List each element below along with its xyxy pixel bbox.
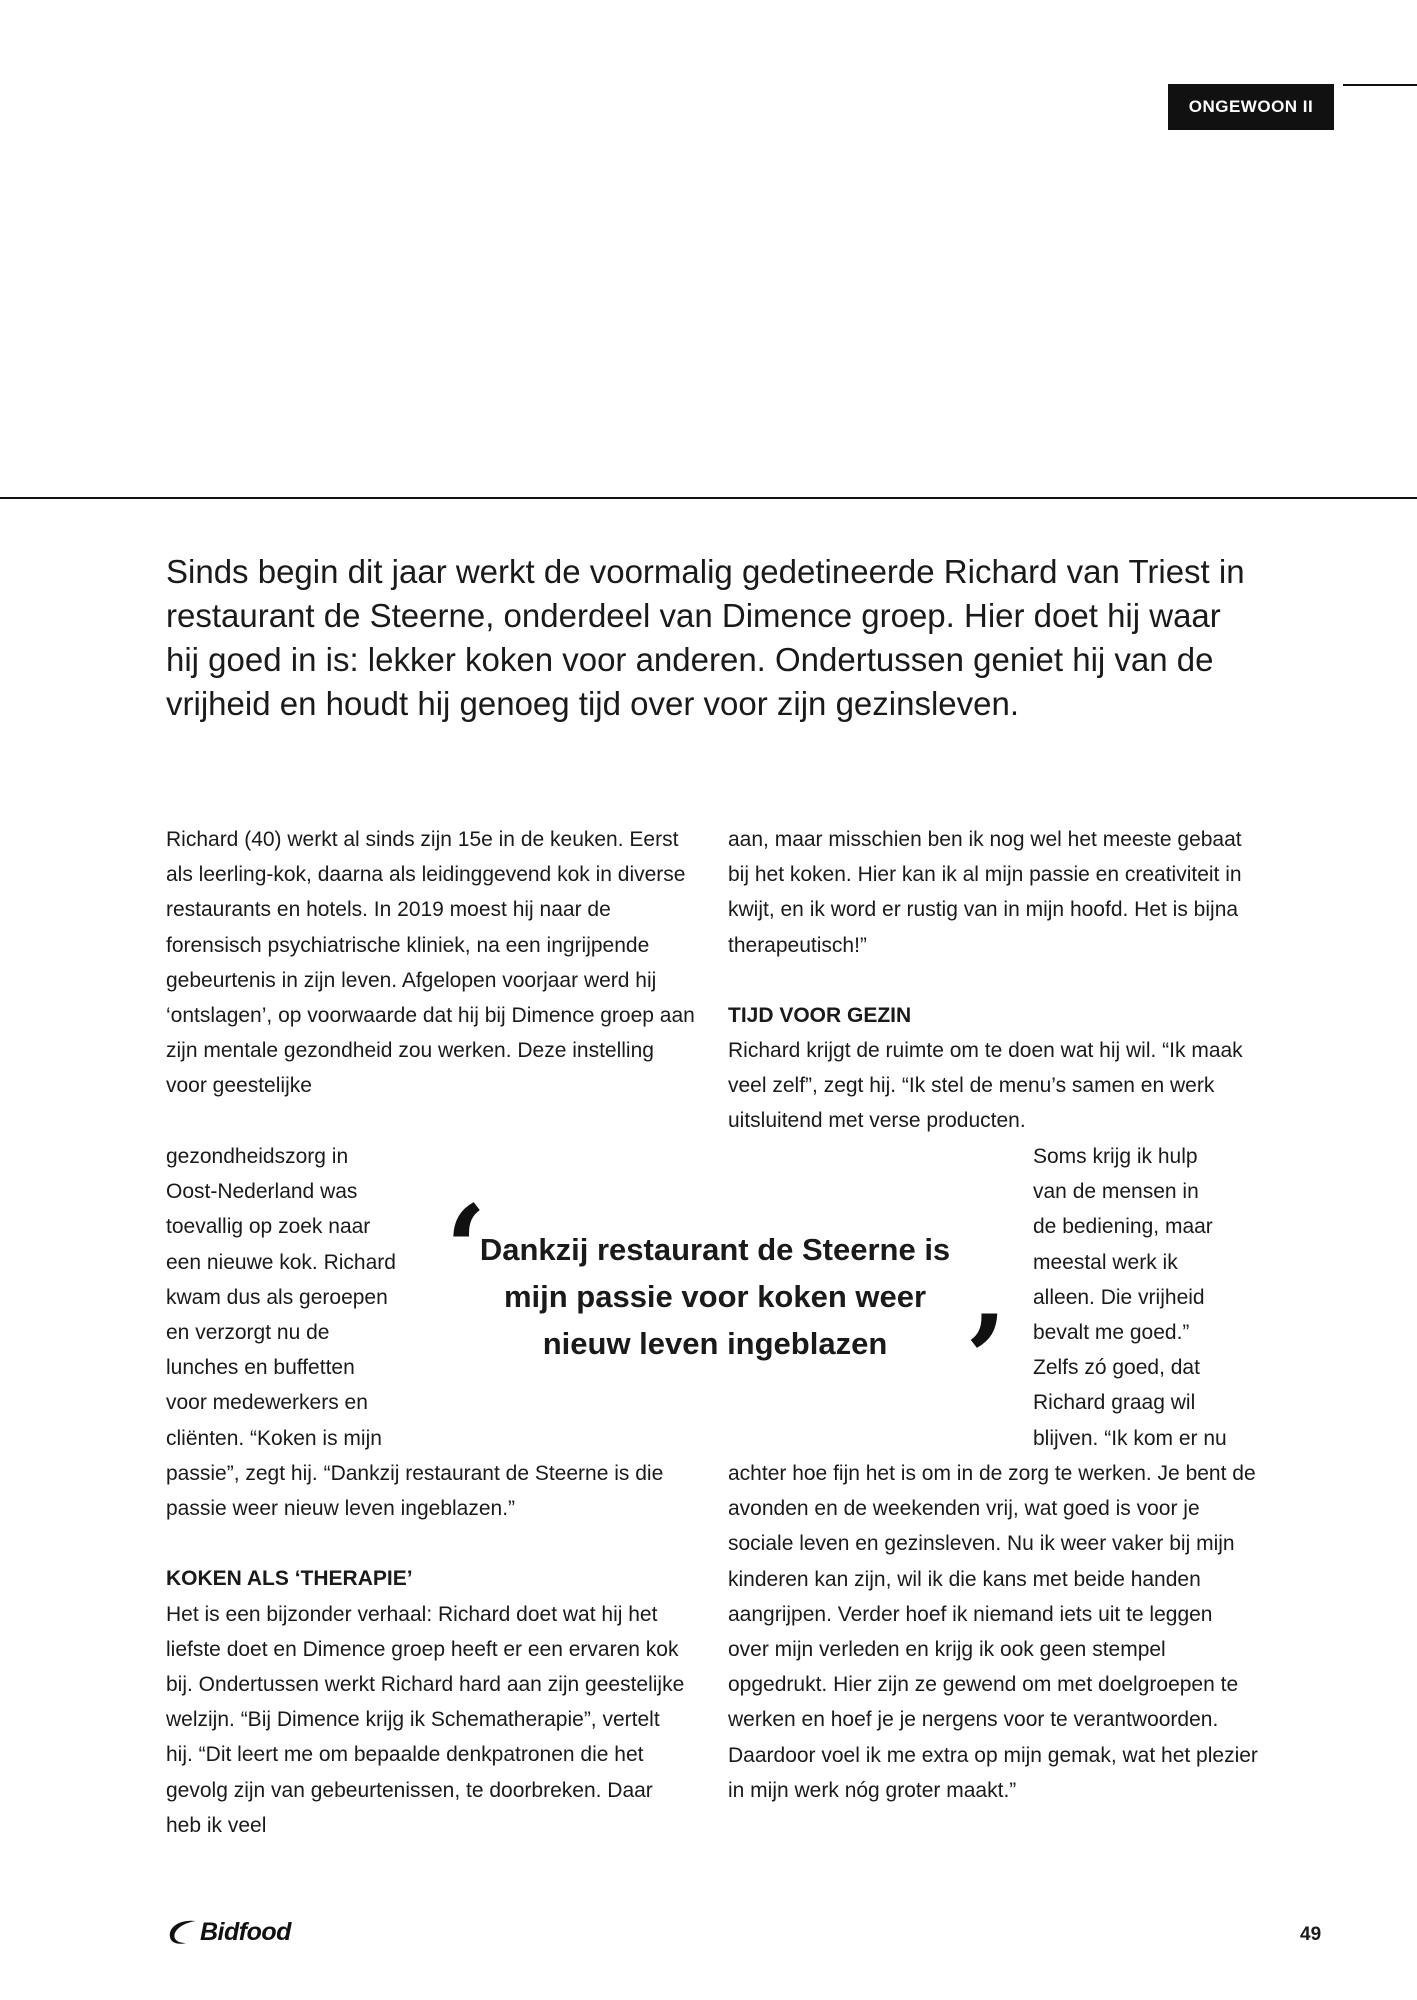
col2-wrap-line: alleen. Die vrijheid bbox=[1033, 1285, 1205, 1309]
bidfood-swoosh-icon bbox=[166, 1917, 200, 1947]
col1-lower bbox=[166, 1456, 691, 1843]
col2-paragraph-2-top: Richard krijgt de ruimte om te doen wat hij wil. “Ik maak veel zelf”, zegt hij. “Ik stel de menu’s samen en werk uitsluitend met verse producten. bbox=[728, 1039, 1243, 1133]
article-column-right bbox=[728, 822, 1258, 1139]
col1-paragraph-2: Het is een bijzonder verhaal: Richard doet wat hij het liefste doet en Dimence groep heeft er een ervaren kok bij. Ondertussen werkt Richard hard aan zijn geestelijke welzijn. “Bij Dimence krijg ik Schematherapie”, vertelt hij. “Dit leert me om bepaalde denkpatronen die het gevolg zijn van gebeurtenissen, te doorbreken. Daar heb ik veel bbox=[166, 1602, 685, 1837]
col1-wrap-line: kwam dus als geroepen bbox=[166, 1285, 388, 1309]
subheading-tijd-voor-gezin: TIJD VOOR GEZIN bbox=[728, 1003, 912, 1027]
col2-wrap-line: Zelfs zó goed, dat bbox=[1033, 1356, 1200, 1380]
col1-paragraph-1-bottom: passie”, zegt hij. “Dankzij restaurant de Steerne is die passie weer nieuw leven ingeblazen.” bbox=[166, 1462, 664, 1521]
col1-wrap-line: Oost-Nederland was bbox=[166, 1180, 358, 1204]
col2-wrap-line: bevalt me goed.” bbox=[1033, 1321, 1190, 1345]
section-tag: ONGEWOON II bbox=[1168, 84, 1334, 130]
col1-wrap-line: cliënten. “Koken is mijn bbox=[166, 1426, 382, 1450]
col2-wrap-line: Soms krijg ik hulp bbox=[1033, 1145, 1198, 1168]
col2-lower bbox=[728, 1456, 1258, 1808]
col2-wrap-line: meestal werk ik bbox=[1033, 1250, 1178, 1274]
subheading-koken-als-therapie: KOKEN ALS ‘THERAPIE’ bbox=[166, 1567, 413, 1591]
col1-wrap-line: toevallig op zoek naar bbox=[166, 1215, 371, 1239]
close-quote-mark: ’ bbox=[965, 1289, 1007, 1430]
top-rule bbox=[1343, 84, 1417, 86]
pull-quote-text: Dankzij restaurant de Steerne is mijn passie voor koken weer nieuw leven ingeblazen bbox=[479, 1232, 951, 1361]
col2-wrap-line: Richard graag wil bbox=[1033, 1391, 1196, 1415]
col1-wrap-around-quote bbox=[166, 1139, 456, 1456]
logo-wordmark: Bidfood bbox=[200, 1917, 291, 1946]
page-number: 49 bbox=[1300, 1924, 1322, 1945]
open-quote-mark: ‘ bbox=[445, 1179, 487, 1320]
col1-wrap-line: en verzorgt nu de bbox=[166, 1321, 330, 1345]
col2-wrap-line: blijven. “Ik kom er nu bbox=[1033, 1426, 1227, 1450]
col2-paragraph-2-bottom: achter hoe fijn het is om in de zorg te werken. Je bent de avonden en de weekenden vrij, wat goed is voor je sociale leven en gezinsleven. Nu ik weer vaker bij mijn kinderen kan zijn, wil ik die kans met beide handen aangrijpen. Verder hoef ik niemand iets uit te leggen over mijn verleden en krijg ik ook geen stempel opgedrukt. Hier zijn ze gewend om met doelgroepen te werken en hoef je je nergens voor te verantwoorden. Daardoor voel ik me extra op mijn gemak, wat het plezier in mijn werk nóg groter maakt.” bbox=[728, 1462, 1258, 1802]
pull-quote bbox=[445, 1179, 1007, 1430]
bidfood-logo bbox=[166, 1916, 291, 1948]
col1-wrap-line: lunches en buffetten bbox=[166, 1356, 355, 1380]
intro-paragraph: Sinds begin dit jaar werkt de voormalig gedetineerde Richard van Triest in restaurant de Steerne, onderdeel van Dimence groep. Hier doet hij waar hij goed in is: lekker koken voor anderen. Ondertussen geniet hij van de vrijheid en houdt hij genoeg tijd over voor zijn gezinsleven. bbox=[166, 553, 1245, 722]
col1-wrap-line: een nieuwe kok. Richard bbox=[166, 1250, 396, 1274]
col2-wrap-line: van de mensen in bbox=[1033, 1180, 1199, 1204]
col2-paragraph-1: aan, maar misschien ben ik nog wel het meeste gebaat bij het koken. Hier kan ik al mijn passie en creativiteit in kwijt, en ik word er rustig van in mijn hoofd. Het is bijna therapeutisch!” bbox=[728, 828, 1242, 957]
col2-wrap-around-quote bbox=[1033, 1139, 1263, 1456]
horizontal-divider bbox=[0, 497, 1417, 499]
col1-paragraph-1-top: Richard (40) werkt al sinds zijn 15e in de keuken. Eerst als leerling-kok, daarna als leidinggevend kok in diverse restaurants en hotels. In 2019 moest hij naar de forensisch psychiatrische kliniek, na een ingrijpende gebeurtenis in zijn leven. Afgelopen voorjaar werd hij ‘ontslagen’, op voorwaarde dat hij bij Dimence groep aan zijn mentale gezondheid zou werken. Deze instelling voor geestelijke bbox=[166, 828, 695, 1098]
col2-wrap-line: de bediening, maar bbox=[1033, 1215, 1213, 1239]
col1-wrap-line: voor medewerkers en bbox=[166, 1391, 368, 1415]
col1-wrap-line: gezondheidszorg in bbox=[166, 1145, 349, 1168]
article-column-left bbox=[166, 822, 696, 1104]
